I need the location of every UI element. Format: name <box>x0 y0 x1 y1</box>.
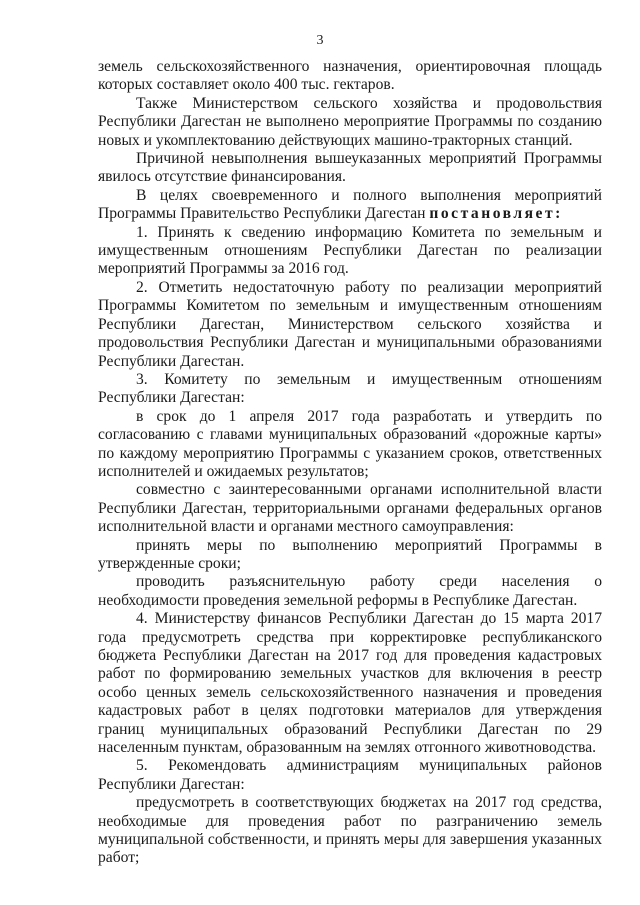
paragraph-6: 2. Отметить недостаточную работу по реализации мероприятий Программы Комитетом по земельным и имущественным отношениям Республики Дагестан, Министерством сельского хозяйства и продовольствия Республики Дагестан и муниципальными образованиями Республики Дагестан. <box>98 278 602 370</box>
paragraph-4-text: В целях своевременного и полного выполнения мероприятий Программы Правительство Республики Дагестан <box>98 186 602 223</box>
paragraph-1: земель сельскохозяйственного назначения, ориентировочная площадь которых составляет около 400 тыс. гектаров. <box>98 58 602 94</box>
paragraph-5: 1. Принять к сведению информацию Комитета по земельным и имущественным отношениям Республики Дагестан по реализации мероприятий Программы за 2016 год. <box>98 223 602 278</box>
paragraph-8: в срок до 1 апреля 2017 года разработать и утвердить по согласованию с главами муниципальных образований «дорожные карты» по каждому мероприятию Программы с указанием сроков, ответственных исполнителей и ожидаемых результатов; <box>98 407 602 480</box>
paragraph-2: Также Министерством сельского хозяйства и продовольствия Республики Дагестан не выполнено мероприятие Программы по созданию новых и укомплектованию действующих машино-тракторных станций. <box>98 94 602 149</box>
paragraph-9: совместно с заинтересованными органами исполнительной власти Республики Дагестан, территориальными органами федеральных органов исполнительной власти и органами местного самоуправления: <box>98 481 602 536</box>
paragraph-13: 5. Рекомендовать администрациям муниципальных районов Республики Дагестан: <box>98 757 602 793</box>
paragraph-10: принять меры по выполнению мероприятий Программы в утвержденные сроки; <box>98 536 602 572</box>
document-body <box>98 58 602 868</box>
page-number: 3 <box>316 33 324 48</box>
paragraph-3: Причиной невыполнения вышеуказанных мероприятий Программы явилось отсутствие финансирования. <box>98 150 602 186</box>
paragraph-7: 3. Комитету по земельным и имущественным отношениям Республики Дагестан: <box>98 370 602 407</box>
paragraph-12: 4. Министерству финансов Республики Дагестан до 15 марта 2017 года предусмотреть средства при корректировке республиканского бюджета Республики Дагестан на 2017 год для проведения кадастровых работ по формированию земельных участков для включения в реестр особо ценных земель сельскохозяйственного назначения и проведения кадастровых работ в целях подготовки материалов для утверждения границ муниципальных образований Республики Дагестан по 29 населенным пунктам, образованным на землях отгонного животноводства. <box>98 610 602 757</box>
paragraph-4 <box>98 187 602 224</box>
resolution-keyword: постановляет: <box>429 205 563 223</box>
paragraph-11: проводить разъяснительную работу среди населения о необходимости проведения земельной реформы в Республике Дагестан. <box>98 573 602 609</box>
paragraph-14: предусмотреть в соответствующих бюджетах на 2017 год средства, необходимые для проведения работ по разграничению земель муниципальной собственности, и принять меры для завершения указанных работ; <box>98 794 602 867</box>
